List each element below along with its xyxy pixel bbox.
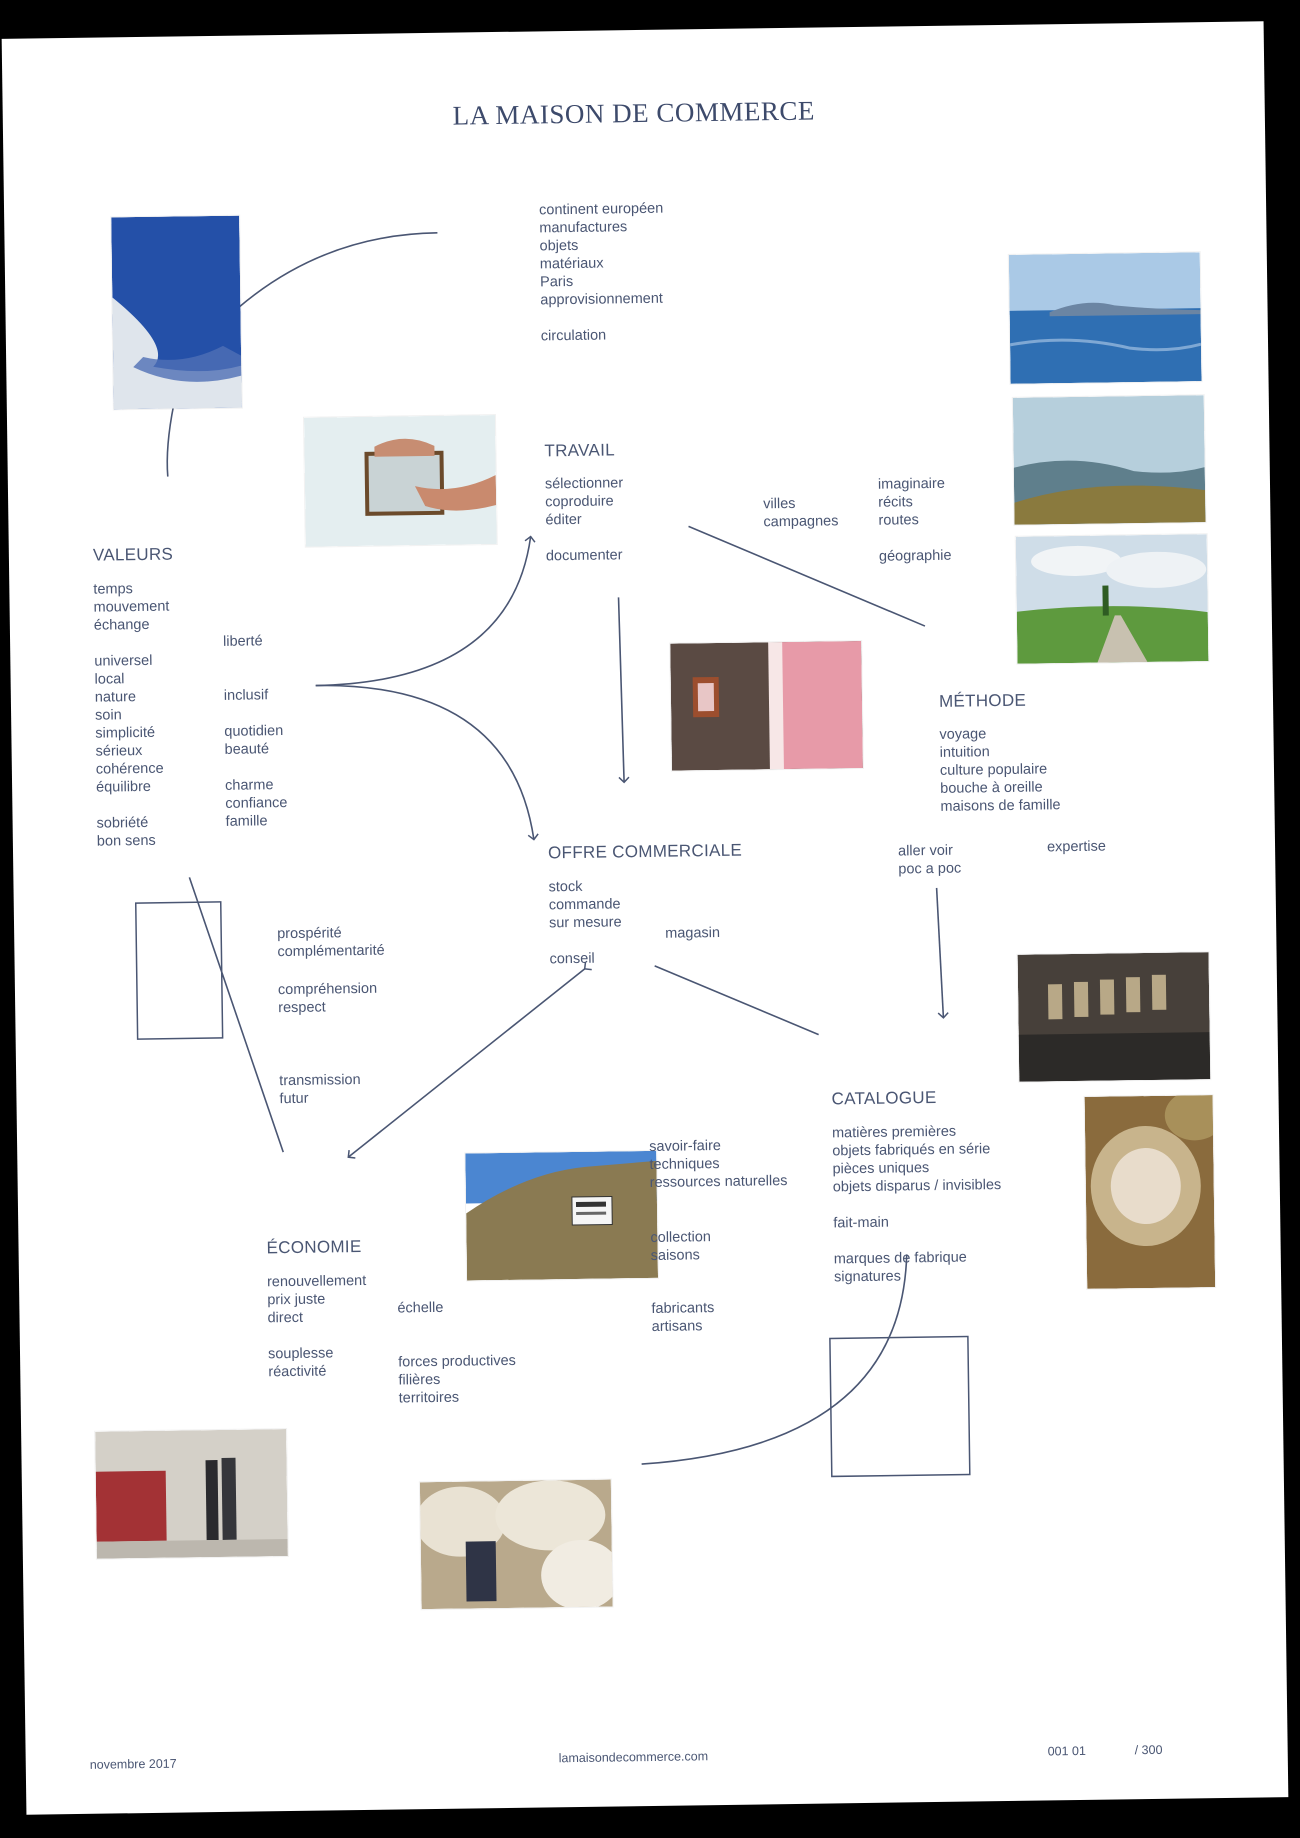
villes-list bbox=[763, 494, 838, 531]
economie-item: réactivité bbox=[268, 1363, 327, 1381]
valeurs-item: nature bbox=[94, 689, 137, 706]
forces-item: forces productives bbox=[398, 1352, 516, 1371]
heading-economie: ÉCONOMIE bbox=[266, 1236, 362, 1258]
valeurs-item: confiance bbox=[225, 794, 288, 812]
transmission-list bbox=[279, 1071, 361, 1108]
prosperite-item: complémentarité bbox=[277, 942, 385, 961]
aller-voir-item: aller voir bbox=[897, 842, 953, 860]
economie-item: renouvellement bbox=[266, 1272, 367, 1291]
valeurs-item: soin bbox=[95, 707, 122, 724]
comprehension-item: compréhension bbox=[277, 980, 378, 999]
methode-item: voyage bbox=[939, 726, 987, 743]
forces-list bbox=[398, 1352, 516, 1408]
travail-item: coproduire bbox=[545, 493, 614, 511]
valeurs-col2 bbox=[223, 632, 288, 831]
photo-workshop-tools bbox=[1018, 952, 1211, 1082]
valeurs-item: quotidien bbox=[224, 723, 284, 740]
offre-item: commande bbox=[548, 896, 621, 914]
arrow-valeurs-to-travail bbox=[314, 537, 533, 686]
forces-item: territoires bbox=[398, 1389, 460, 1407]
offre-item: sur mesure bbox=[548, 914, 622, 932]
photo-window-curtain bbox=[670, 641, 863, 771]
catalogue-item: objets fabriqués en série bbox=[832, 1141, 991, 1160]
valeurs-item: sobriété bbox=[96, 814, 149, 832]
page-title: LA MAISON DE COMMERCE bbox=[452, 95, 816, 131]
valeurs-item: temps bbox=[93, 581, 133, 598]
valeurs-item: charme bbox=[225, 777, 274, 794]
top-list-item: continent européen bbox=[538, 200, 664, 219]
offre-item: conseil bbox=[549, 950, 595, 968]
heading-travail: TRAVAIL bbox=[544, 440, 616, 461]
valeurs-item: universel bbox=[94, 652, 153, 670]
aller-voir-list bbox=[898, 842, 961, 879]
savoir-faire-item: techniques bbox=[649, 1155, 720, 1173]
collection-item: collection bbox=[650, 1229, 712, 1246]
magasin-label bbox=[665, 924, 720, 943]
valeurs-item: mouvement bbox=[93, 598, 170, 616]
photo-sea-island bbox=[1009, 252, 1202, 384]
heading-methode: MÉTHODE bbox=[938, 690, 1027, 711]
valeurs-item: simplicité bbox=[95, 724, 156, 742]
imaginaire-item: récits bbox=[878, 494, 913, 511]
valeurs-item: inclusif bbox=[223, 687, 269, 704]
catalogue-item: matières premières bbox=[831, 1123, 957, 1142]
frame-left bbox=[136, 902, 223, 1039]
imaginaire-list bbox=[878, 475, 952, 566]
top-list-item: matériaux bbox=[539, 255, 604, 273]
catalogue-item: objets disparus / invisibles bbox=[832, 1177, 1002, 1196]
collection-item: saisons bbox=[650, 1247, 700, 1264]
imaginaire-item: routes bbox=[878, 512, 919, 529]
photo-ceramic-bowl bbox=[1085, 1095, 1216, 1289]
valeurs-item: famille bbox=[225, 813, 268, 830]
arrow-offre-to-economie bbox=[346, 969, 588, 1157]
travail-item: sélectionner bbox=[544, 475, 624, 493]
footer-date: novembre 2017 bbox=[89, 1756, 177, 1772]
economie-item: prix juste bbox=[267, 1291, 326, 1309]
echelle-text: échelle bbox=[397, 1299, 444, 1317]
footer-ref: 001 01 bbox=[1047, 1743, 1087, 1759]
imaginaire-item: géographie bbox=[878, 547, 952, 565]
aller-voir-item: poc a poc bbox=[898, 860, 962, 878]
photo-paper-making bbox=[304, 415, 497, 547]
savoir-faire-item: ressources naturelles bbox=[649, 1173, 788, 1191]
offre-list bbox=[548, 877, 622, 968]
methode-item: culture populaire bbox=[939, 761, 1048, 779]
magasin-text: magasin bbox=[665, 924, 721, 942]
arrow-methode-to-catalogue bbox=[937, 888, 944, 1018]
heading-valeurs: VALEURS bbox=[92, 544, 174, 565]
catalogue-item: pièces uniques bbox=[832, 1160, 930, 1178]
savoir-faire-list bbox=[649, 1136, 788, 1192]
travail-item: éditer bbox=[545, 511, 582, 529]
collection-list bbox=[650, 1228, 711, 1265]
expertise-label bbox=[1047, 838, 1106, 857]
economie-list bbox=[267, 1272, 368, 1381]
valeurs-item: cohérence bbox=[95, 760, 164, 778]
methode-item: maisons de famille bbox=[940, 797, 1061, 815]
travail-list bbox=[545, 474, 624, 565]
fabricants-item: fabricants bbox=[651, 1300, 715, 1317]
forces-item: filières bbox=[398, 1371, 441, 1389]
top-list bbox=[539, 200, 665, 346]
catalogue-list bbox=[832, 1122, 1003, 1286]
valeurs-item: beauté bbox=[224, 741, 270, 758]
top-list-item: Paris bbox=[540, 273, 574, 291]
top-list-item: circulation bbox=[540, 327, 607, 345]
valeurs-item: échange bbox=[93, 616, 150, 634]
methode-list bbox=[939, 724, 1060, 816]
economie-item: souplesse bbox=[267, 1345, 334, 1363]
prosperite-list bbox=[277, 924, 385, 961]
economie-item: direct bbox=[267, 1309, 304, 1327]
footer-site: lamaisondecommerce.com bbox=[558, 1749, 709, 1766]
arrow-valeurs-to-offre bbox=[316, 683, 534, 843]
curve-photo-to-valeurs bbox=[166, 405, 174, 477]
catalogue-item: marques de fabrique bbox=[833, 1249, 967, 1268]
heading-catalogue: CATALOGUE bbox=[831, 1087, 937, 1109]
valeurs-item: bon sens bbox=[96, 832, 156, 850]
photo-sea-snow bbox=[111, 216, 242, 410]
valeurs-item: équilibre bbox=[96, 778, 152, 796]
valeurs-item: sérieux bbox=[95, 743, 143, 760]
diagonal-valeurs-to-economie bbox=[189, 876, 283, 1153]
valeurs-item: local bbox=[94, 671, 125, 688]
line-offre-to-catalogue bbox=[655, 964, 819, 1037]
heading-offre-commerciale: OFFRE COMMERCIALE bbox=[547, 840, 743, 863]
fabricants-list bbox=[651, 1299, 714, 1336]
photo-staircase-men bbox=[95, 1429, 288, 1559]
transmission-item: transmission bbox=[279, 1071, 361, 1090]
footer-pages: / 300 bbox=[1134, 1742, 1163, 1758]
arrow-travail-to-offre bbox=[619, 597, 625, 782]
comprehension-list bbox=[278, 980, 378, 1017]
top-list-item: manufactures bbox=[539, 219, 628, 237]
valeurs-item: liberté bbox=[222, 633, 263, 650]
comprehension-item: respect bbox=[278, 999, 326, 1017]
prosperite-item: prospérité bbox=[277, 925, 342, 943]
top-list-item: objets bbox=[539, 237, 579, 255]
curve-photo-to-list bbox=[237, 233, 438, 308]
transmission-item: futur bbox=[279, 1090, 309, 1108]
methode-item: intuition bbox=[939, 744, 990, 761]
document-page bbox=[2, 21, 1289, 1814]
top-list-item: approvisionnement bbox=[540, 290, 663, 309]
echelle-label bbox=[397, 1299, 443, 1318]
expertise-text: expertise bbox=[1046, 838, 1107, 856]
photo-mountains bbox=[1013, 395, 1206, 525]
offre-item: stock bbox=[548, 878, 583, 896]
villes-item: villes bbox=[763, 495, 796, 513]
methode-item: bouche à oreille bbox=[940, 779, 1043, 797]
fabricants-item: artisans bbox=[651, 1318, 703, 1335]
valeurs-col1 bbox=[93, 580, 173, 851]
catalogue-item: signatures bbox=[833, 1268, 902, 1286]
photo-country-road bbox=[1016, 534, 1209, 664]
imaginaire-item: imaginaire bbox=[877, 475, 945, 493]
photo-for-sale-sign bbox=[465, 1151, 658, 1281]
savoir-faire-item: savoir-faire bbox=[649, 1137, 722, 1155]
catalogue-item: fait-main bbox=[833, 1214, 889, 1232]
villes-item: campagnes bbox=[763, 513, 839, 531]
travail-item: documenter bbox=[545, 547, 623, 565]
photo-wool-sacks bbox=[420, 1480, 613, 1610]
frame-bottom bbox=[830, 1337, 970, 1477]
